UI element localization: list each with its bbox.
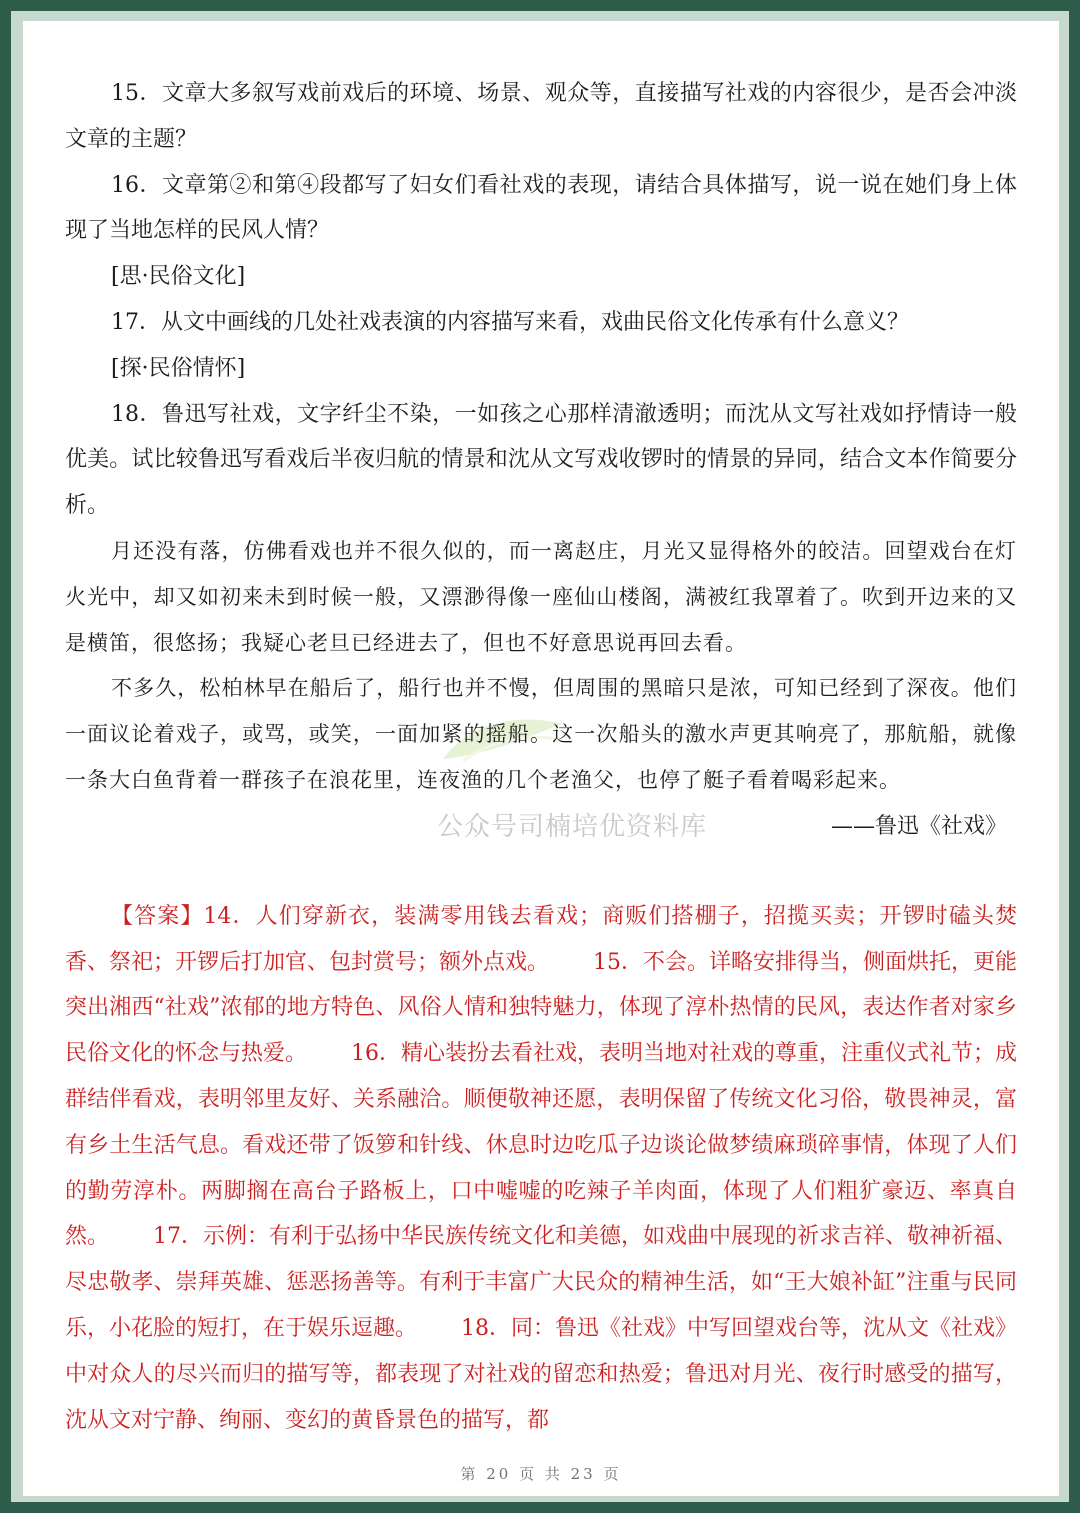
- watermark-text: 公众号司楠培优资料库: [437, 811, 708, 842]
- answer-16: 16．精心装扮去看社戏，表明当地对社戏的尊重，注重仪式礼节；成群结伴看戏，表明邻里友好、关系融洽。顺便敬神还愿，表明保留了传统文化习俗，敬畏神灵，富有乡土生活气息。看戏还带了饭箩和针线、休息时边吃瓜子边谈论做梦绩麻琐碎事情，体现了人们的勤劳淳朴。两脚搁在高台子路板上，口中嘘嘘的吃辣子羊肉面，体现了人们粗犷豪迈、率真自然。: [65, 1041, 1018, 1250]
- quote-attribution: ——鲁迅《社戏》: [830, 813, 1007, 839]
- answer-block: [65, 894, 1017, 1444]
- section-heading-tan: [探·民俗情怀]: [111, 355, 246, 381]
- quote-attribution-row: [65, 804, 1017, 850]
- answer-18: 18．同：鲁迅《社戏》中写回望戏台等，沈从文《社戏》中对众人的尽兴而归的描写等，都表现了对社戏的留恋和热爱；鲁迅对月光、夜行时感受的描写，沈从文对宁静、绚丽、变幻的黄昏景色的描写，都: [65, 1315, 1018, 1433]
- question-15: 15．文章大多叙写戏前戏后的环境、场景、观众等，直接描写社戏的内容很少，是否会冲淡文章的主题？: [65, 81, 1017, 152]
- answer-15: 15．不会。详略安排得当，侧面烘托，更能突出湘西“社戏”浓郁的地方特色、风俗人情和独特魅力，体现了淳朴热情的民风，表达作者对家乡民俗文化的怀念与热爱。: [65, 949, 1018, 1067]
- question-16: 16．文章第②和第④段都写了妇女们看社戏的表现，请结合具体描写，说一说在她们身上体现了当地怎样的民风人情？: [65, 172, 1017, 244]
- page-number: 第 20 页 共 23 页: [460, 1465, 622, 1483]
- question-17: 17．从文中画线的几处社戏表演的内容描写来看，戏曲民俗文化传承有什么意义？: [111, 309, 909, 335]
- section-heading-si: [思·民俗文化]: [111, 264, 246, 290]
- answer-tag: 【答案】: [111, 903, 204, 929]
- answer-17: 17．示例：有利于弘扬中华民族传统文化和美德，如戏曲中展现的祈求吉祥、敬神祈福、尽忠敬孝、崇拜英雄、惩恶扬善等。有利于丰富广大民众的精神生活，如“王大娘补缸”注重与民同乐，小花脸的短打，在于娱乐逗趣。: [65, 1224, 1018, 1341]
- document-content: [65, 71, 1017, 1443]
- quote-paragraph-1: 月还没有落，仿佛看戏也并不很久似的，而一离赵庄，月光又显得格外的皎洁。回望戏台在灯火光中，却又如初来未到时候一般，又漂渺得像一座仙山楼阁，满被红我罩着了。吹到开边来的又是横笛，很悠扬；我疑心老旦已经进去了，但也不好意思说再回去看。: [65, 538, 1017, 655]
- document-page: [23, 21, 1059, 1496]
- answer-14: 14．人们穿新衣，装满零用钱去看戏；商贩们搭棚子，招揽买卖；开锣时磕头焚香、祭祀；开锣后打加官、包封赏号；额外点戏。: [65, 903, 1017, 975]
- quote-paragraph-2: 不多久，松柏林早在船后了，船行也并不慢，但周围的黑暗只是浓，可知已经到了深夜。他们一面议论着戏子，或骂，或笑，一面加紧的摇船。这一次船头的激水声更其响亮了，那航船，就像一条大白鱼背着一群孩子在浪花里，连夜渔的几个老渔父，也停了艇子看着喝彩起来。: [65, 676, 1017, 792]
- question-18: 18．鲁迅写社戏，文字纤尘不染，一如孩之心那样清澈透明；而沈从文写社戏如抒情诗一般优美。试比较鲁迅写看戏后半夜归航的情景和沈从文写戏收锣时的情景的异同，结合文本作简要分析。: [65, 401, 1017, 519]
